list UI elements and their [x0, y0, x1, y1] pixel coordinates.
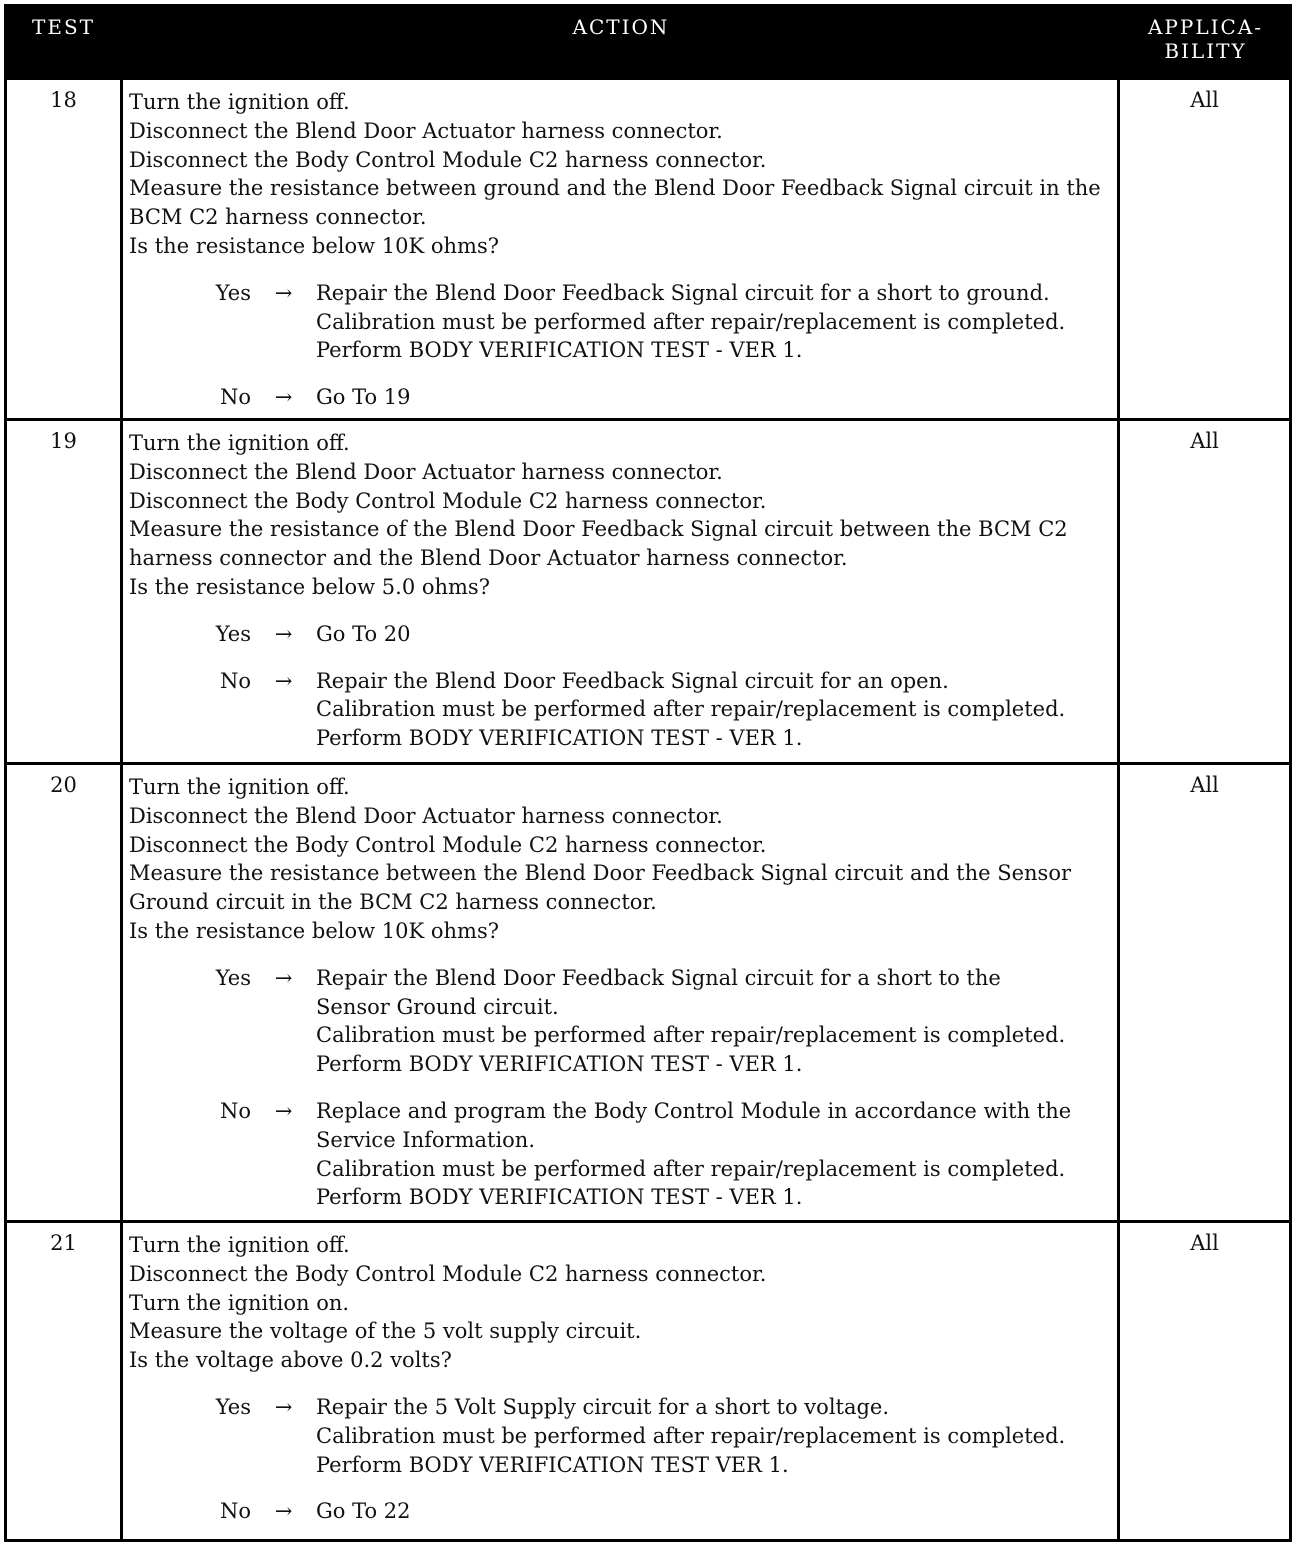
- test-number: 21: [50, 1231, 77, 1255]
- column-divider: [120, 1223, 123, 1539]
- header-action: ACTION: [572, 15, 670, 39]
- yes-label: [129, 308, 251, 337]
- yes-answer-line: [129, 1021, 1115, 1050]
- no-label: [129, 1155, 251, 1184]
- table-row: [7, 762, 1289, 1220]
- yes-answer-line: [129, 620, 1115, 649]
- yes-label: [129, 1021, 251, 1050]
- yes-label: [129, 1451, 251, 1480]
- yes-label: Yes: [215, 621, 251, 646]
- arrow-right-icon: →: [274, 668, 293, 693]
- table-row: [7, 77, 1289, 418]
- column-divider: [120, 80, 123, 418]
- yes-label: Yes: [215, 1394, 251, 1419]
- test-number: 18: [50, 88, 77, 112]
- column-divider: [120, 421, 123, 762]
- column-divider: [1117, 1223, 1120, 1539]
- yes-result-text: Go To 20: [316, 621, 411, 646]
- arrow-right-icon: [251, 1451, 316, 1480]
- column-divider: [1117, 765, 1120, 1220]
- yes-result-text: Perform BODY VERIFICATION TEST VER 1.: [316, 1452, 789, 1477]
- arrow-right-icon: [251, 1021, 316, 1050]
- no-answer-line: [129, 1497, 1115, 1526]
- yes-label: [129, 993, 251, 1022]
- header-test: TEST: [32, 15, 95, 39]
- applicability-value: All: [1190, 88, 1219, 112]
- action-step: Disconnect the Blend Door Actuator harness connector.: [129, 118, 723, 143]
- action-step: Ground circuit in the BCM C2 harness connector.: [129, 890, 657, 915]
- spacer: [129, 1375, 1115, 1393]
- yes-result-text: Perform BODY VERIFICATION TEST - VER 1.: [316, 1052, 803, 1077]
- yes-answer-line: [129, 336, 1115, 365]
- arrow-right-icon: →: [274, 1098, 293, 1123]
- header-applicability: [1122, 15, 1289, 63]
- column-divider: [1117, 80, 1120, 418]
- yes-answer-line: [129, 1393, 1115, 1422]
- no-label: No: [219, 1098, 251, 1123]
- action-step: Disconnect the Body Control Module C2 harness connector.: [129, 488, 767, 513]
- yes-result-text: Sensor Ground circuit.: [316, 994, 559, 1019]
- action-step: harness connector and the Blend Door Actuator harness connector.: [129, 546, 848, 571]
- action-step: Is the resistance below 5.0 ohms?: [129, 574, 490, 599]
- yes-result-text: Repair the Blend Door Feedback Signal circuit for a short to ground.: [316, 280, 1050, 305]
- no-result-text: Perform BODY VERIFICATION TEST - VER 1.: [316, 1185, 803, 1210]
- arrow-right-icon: →: [274, 965, 293, 990]
- yes-label: Yes: [215, 280, 251, 305]
- yes-result-text: Calibration must be performed after repair/replacement is completed.: [316, 1423, 1066, 1448]
- arrow-right-icon: [251, 1422, 316, 1451]
- action-step: Turn the ignition off.: [129, 775, 350, 799]
- no-answer-line: [129, 1183, 1115, 1212]
- no-result-text: Calibration must be performed after repair/replacement is completed.: [316, 1156, 1066, 1181]
- arrow-right-icon: [251, 695, 316, 724]
- yes-answer-line: [129, 279, 1115, 308]
- action-cell: [129, 429, 1115, 753]
- no-answer-line: [129, 667, 1115, 696]
- yes-label: [129, 1050, 251, 1079]
- action-step: Measure the voltage of the 5 volt supply circuit.: [129, 1319, 642, 1344]
- test-number: 20: [50, 773, 77, 797]
- action-step: Is the resistance below 10K ohms?: [129, 233, 499, 258]
- column-divider: [1117, 421, 1120, 762]
- spacer: [129, 1079, 1115, 1097]
- action-step: Disconnect the Blend Door Actuator harness connector.: [129, 459, 723, 484]
- yes-label: [129, 1422, 251, 1451]
- table-header: [7, 7, 1289, 77]
- yes-answer-line: [129, 1050, 1115, 1079]
- arrow-right-icon: [251, 1126, 316, 1155]
- arrow-right-icon: [251, 993, 316, 1022]
- yes-label: Yes: [215, 965, 251, 990]
- no-label: No: [219, 385, 251, 410]
- action-step: Turn the ignition off.: [129, 1233, 350, 1257]
- no-result-text: Go To 19: [316, 385, 411, 410]
- action-step: Disconnect the Body Control Module C2 harness connector.: [129, 1261, 767, 1286]
- no-result-text: Repair the Blend Door Feedback Signal circuit for an open.: [316, 668, 949, 693]
- no-label: [129, 1126, 251, 1155]
- action-step: Is the resistance below 10K ohms?: [129, 918, 499, 943]
- action-cell: [129, 1231, 1115, 1526]
- spacer: [129, 1479, 1115, 1497]
- yes-result-text: Repair the 5 Volt Supply circuit for a short to voltage.: [316, 1394, 890, 1419]
- action-step: Turn the ignition off.: [129, 90, 350, 114]
- action-step: Turn the ignition off.: [129, 431, 350, 455]
- arrow-right-icon: →: [274, 385, 293, 410]
- no-answer-line: [129, 1097, 1115, 1126]
- no-label: No: [219, 1499, 251, 1524]
- yes-result-text: Perform BODY VERIFICATION TEST - VER 1.: [316, 338, 803, 363]
- no-result-text: Go To 22: [316, 1499, 411, 1524]
- no-result-text: Service Information.: [316, 1127, 536, 1152]
- arrow-right-icon: [251, 308, 316, 337]
- no-result-text: Calibration must be performed after repair/replacement is completed.: [316, 697, 1066, 722]
- yes-result-text: Calibration must be performed after repair/replacement is completed.: [316, 1023, 1066, 1048]
- applicability-value: All: [1190, 429, 1219, 453]
- spacer: [129, 602, 1115, 620]
- no-label: No: [219, 668, 251, 693]
- spacer: [129, 649, 1115, 667]
- arrow-right-icon: [251, 1183, 316, 1212]
- header-applicability-line1: APPLICA-: [1147, 15, 1264, 39]
- no-answer-line: [129, 383, 1115, 412]
- arrow-right-icon: →: [274, 1394, 293, 1419]
- table-row: [7, 1220, 1289, 1539]
- yes-answer-line: [129, 1422, 1115, 1451]
- yes-answer-line: [129, 964, 1115, 993]
- yes-answer-line: [129, 1451, 1115, 1480]
- arrow-right-icon: →: [274, 1499, 293, 1524]
- arrow-right-icon: [251, 1155, 316, 1184]
- action-step: Measure the resistance between the Blend Door Feedback Signal circuit and the Sensor: [129, 861, 1071, 886]
- applicability-value: All: [1190, 1231, 1219, 1255]
- arrow-right-icon: [251, 724, 316, 753]
- no-result-text: Replace and program the Body Control Module in accordance with the: [316, 1098, 1072, 1123]
- action-step: Turn the ignition on.: [129, 1290, 350, 1315]
- yes-answer-line: [129, 993, 1115, 1022]
- arrow-right-icon: [251, 1050, 316, 1079]
- header-applicability-line2: BILITY: [1164, 39, 1247, 63]
- action-step: Measure the resistance of the Blend Door Feedback Signal circuit between the BCM C2: [129, 517, 1068, 542]
- yes-label: [129, 336, 251, 365]
- action-step: Disconnect the Blend Door Actuator harness connector.: [129, 803, 723, 828]
- action-step: Measure the resistance between ground and the Blend Door Feedback Signal circuit in the: [129, 176, 1101, 201]
- yes-result-text: Repair the Blend Door Feedback Signal circuit for a short to the: [316, 965, 1001, 990]
- no-label: [129, 724, 251, 753]
- column-divider: [120, 765, 123, 1220]
- no-answer-line: [129, 724, 1115, 753]
- action-step: Disconnect the Body Control Module C2 harness connector.: [129, 147, 767, 172]
- arrow-right-icon: →: [274, 621, 293, 646]
- diagnostic-test-table: [4, 4, 1292, 1542]
- applicability-value: All: [1190, 773, 1219, 797]
- yes-result-text: Calibration must be performed after repair/replacement is completed.: [316, 309, 1066, 334]
- no-answer-line: [129, 1155, 1115, 1184]
- action-step: BCM C2 harness connector.: [129, 205, 427, 230]
- arrow-right-icon: [251, 336, 316, 365]
- action-step: Is the voltage above 0.2 volts?: [129, 1348, 452, 1373]
- table-row: [7, 418, 1289, 762]
- action-cell: [129, 773, 1115, 1212]
- test-number: 19: [50, 429, 77, 453]
- yes-answer-line: [129, 308, 1115, 337]
- spacer: [129, 365, 1115, 383]
- no-result-text: Perform BODY VERIFICATION TEST - VER 1.: [316, 726, 803, 751]
- no-answer-line: [129, 695, 1115, 724]
- no-label: [129, 695, 251, 724]
- spacer: [129, 946, 1115, 964]
- action-step: Disconnect the Body Control Module C2 harness connector.: [129, 832, 767, 857]
- no-answer-line: [129, 1126, 1115, 1155]
- no-label: [129, 1183, 251, 1212]
- spacer: [129, 261, 1115, 279]
- action-cell: [129, 88, 1115, 412]
- arrow-right-icon: →: [274, 280, 293, 305]
